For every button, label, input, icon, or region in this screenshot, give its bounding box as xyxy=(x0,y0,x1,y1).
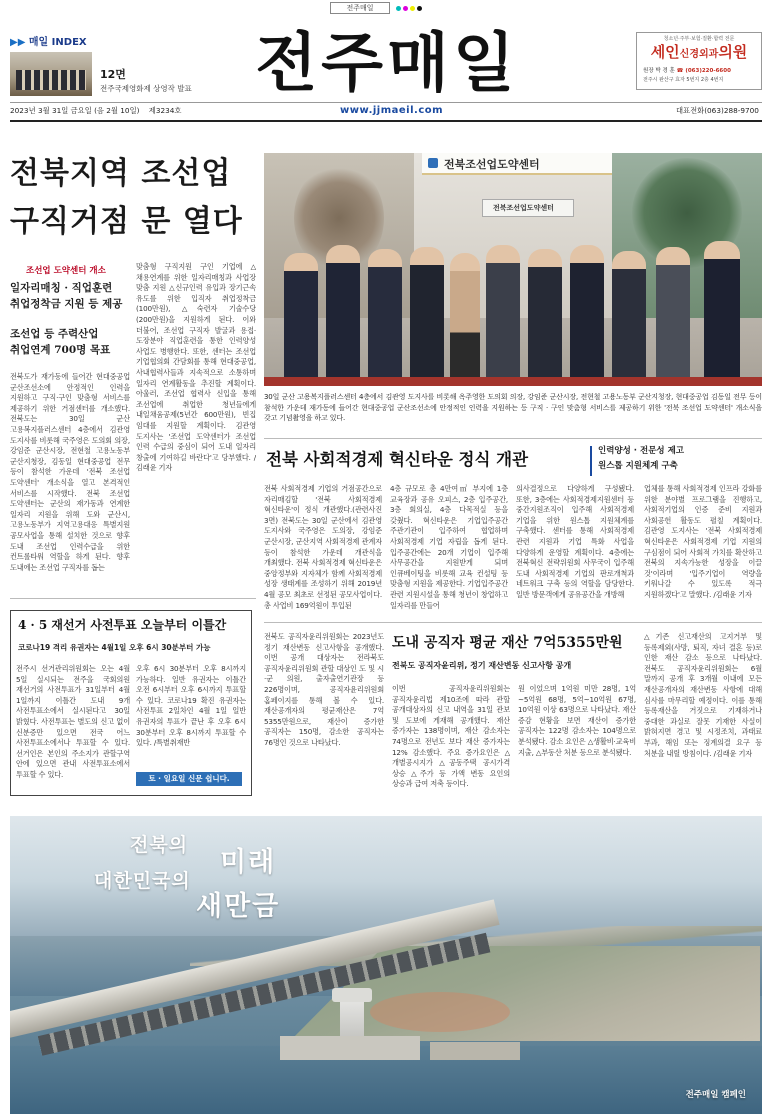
website[interactable]: www.jjmaeil.com xyxy=(340,105,444,116)
masthead-rule xyxy=(10,102,762,103)
saemangeum-campaign-ad xyxy=(10,816,762,1114)
issue-date: 2023년 3월 31일 금요일 (음 2월 10일) 제3234호 xyxy=(10,106,182,115)
audit-body-col-4: △기존 신고재산의 고지거부 및 등록제외(사망, 퇴직, 자녀 결혼 등)로 인한 재산 감소 등으로 나타났다. 전북도 공직자윤리위원회는 6월 말까지 공개 후 3개월 이내에 모든 재산공개자의 재산변동 사항에 대해 심사를 마무리할 예정이다. 이를 통해 등록재산을 거짓으로 기재하거나 중대한 과실로 잘못 기재한 사실이 밝혀지면 경고 및 시정조치, 과태료 부과, 해임 또는 징계의결 요구 등 처분을 내릴 방침이다. /김래윤 기자 xyxy=(644,632,762,758)
index-page: 12면 xyxy=(100,68,126,81)
main-subheads: 일자리매칭 · 직업훈련 취업정착금 지원 등 제공 조선업 등 주력산업 취업연계 700명 목표 xyxy=(10,282,123,356)
eco-sub-bar xyxy=(590,446,592,476)
audit-body-col-1: 전북도 공직자윤리위원회는 2023년도 정기 재산변동 신고사항을 공개했다. 이번 공개 대상자는 전라북도 공직자윤리위원회 관할 대상인 도 및 시·군 의원, 출자출연기관장 등 226명이며, 공직자윤리위원회 홈페이지를 통해 볼 수 있다. 재산공개자의 평균재산은 7억 5355만원으로, 재산이 증가한 공직자는 150명, 감소한 공직자는 76명인 것으로 나타났다. xyxy=(264,632,384,747)
audit-sub: 전북도 공직자윤리위, 정기 재산변동 신고사항 공개 xyxy=(392,661,572,670)
election-body-col-2: 오후 6시 30분부터 오후 8시까지 가능하다. 일반 유권자는 이틀간 오전 6시부터 오후 6시까지 투표할 수 있다. 코로나19 확진 유권자는 사전투표 2일차인 4월 1일 일반 유권자의 투표가 끝난 후 오후 6시 30분부터 오후 8시까지 투표할 수 있다. /특별취재반 xyxy=(136,664,246,748)
eco-body-col-2: 4층 규모로 총 4만여㎡ 부지에 1층 교육장과 공유 오피스, 2층 입주공간, 3층 회의실, 4층 다목적실 등을 갖췄다. 혁신타운은 기업입주공간 주관기관이 입주하여 협업하며 사회적경제 기업 자립을 돕게 된다. 입주공간에는 20개 기업이 입주해 사무공간을 지원받게 되며 인큐베이팅을 비롯해 교육 컨설팅 등 맞춤형 지원을 제공한다. 기업입주공간 관련 지원시설을 통해 청년이 창업하고 일자리를 만들어 xyxy=(390,484,508,610)
index-text: 전주국제영화제 상영작 발표 xyxy=(100,84,192,93)
audit-body-col-3: 원 이었으며 1억원 미만 28명, 1억~5억원 68명, 5억~10억원 67명, 10억원 이상 63명으로 나타났다. 재산 증감 현황을 보면 재산이 증가한 공직자는 122명 감소자는 104명으로 분석됐다. 감소 요인은 △생활비·교육비 지출, △부동산 처분 등으로 분석됐다. xyxy=(518,684,636,757)
index-photo xyxy=(10,52,92,96)
top-label: 전주매일 xyxy=(330,2,390,14)
index-label: ▶▶ 매일 INDEX xyxy=(10,37,87,48)
election-headline: 4 · 5 재선거 사전투표 오늘부터 이틀간 xyxy=(18,618,227,632)
eco-headline: 전북 사회적경제 혁신타운 정식 개관 xyxy=(266,450,529,469)
masthead-bottom-rule xyxy=(10,120,762,122)
eco-body-col-3: 의사결정으로 다양하게 구성됐다. 또한, 3층에는 사회적경제지원센터 등 중간지원조직이 입주해 사회적경제 기업을 위한 원스톱 지원체계를 구축했다. 센터를 통해 사회적경제 관련 지원과 기업 특화 사업을 다양하게 운영할 계획이다. 4층에는 전북혁신 전략위원회 사무국이 입주해 도내 사회적경제 기업의 판로개척과 네트워크 구축 등의 역할을 담당한다. 일반 방문객에게 공유공간을 개방해 xyxy=(516,484,634,599)
index-arrow-icon: ▶▶ xyxy=(10,37,26,48)
clinic-ad: 청소년·주부·보험·질환·합력 전문 세인신경외과의원 원장 박 경 훈 ☎ (063)220-6600 전주시 완산구 효자 5번지 2층 4번지 xyxy=(636,32,762,90)
main-headline: 전북지역 조선업 구직거점 문 열다 xyxy=(10,156,243,239)
campaign-text: 전북의 미래 대한민국의 새만금 전주매일 캠페인 xyxy=(94,834,746,1100)
election-body-col-1: 전주시 선거관리위원회는 오는 4월 5일 실시되는 전주을 국회의원 재선거의 사전투표가 31일부터 4월 1일까지 이틀간 도내 9개 사전투표소에서 실시된다고 30일 밝혔다. 사전투표는 별도의 신고 없이 신분증만 있으면 전국 어느 사전투표소에서나 투표할 수 있다. 선거인은 본인의 주소지가 관할구역 안에 있으면 관내 사전투표소에서 투표할 수 있다. xyxy=(16,664,130,779)
eco-body-col-4: 업체를 통해 사회적경제 인프라 강화를 위한 분야별 프로그램을 진행하고, 사회적기업의 인증 준비 지원과 사회공헌 활동도 펼칠 계획이다. 김관영 도지사는 '전북 사회적경제 혁신타운은 사회적경제 기업 지원의 구심점이 되어 사회적 가치를 확산하고 전북의 지속가능한 성장을 이끌 것'이라며 '입주기업이 역량을 키워나갈 수 있도록 적극 지원하겠다'고 말했다. /김래윤 기자 xyxy=(644,484,762,599)
eco-subheads: 인력양성 · 전문성 제고 원스톱 지원체계 구축 xyxy=(598,446,685,471)
main-body-col-2: 맞춤형 구직지원 구인 기업에 △채용연계를 위한 일자리매칭과 사업장 맞춤 지원 △신규인력 유입과 장기근속 유도를 위한 입직자 취업정착금(100만원), △숙련자 기술수당(200만원)을 지원하게 된다. 이와 더불어, 조선업 구직자 발굴과 용접·도장분야 직업훈련을 통한 인력양성 사업도 병행한다. 또한, 센터는 조선업 기업협의회 간담회를 통해 현대중공업, 사내협력사들과 지속적으로 소통하며 일자리 연계활동을 추진할 계획이다. 아울러, 조선업 협력사 신입을 통해 조선업에 취업한 청년들에게 내일채움공제(5년간 600만원), 빈집 임대를 지원할 계획이다. 김관영 도지사는 '조선업 도약센터가 조선업 인력 수급의 중심이 되어 도내 일자리 창출에 기여하길 바란다'고 당부했다. /김래윤 기자 xyxy=(136,262,256,473)
audit-body-col-2: 이번 공직자윤리위원회는 공직자윤리법 제10조에 따라 관할 공개대상자의 신고 내역을 31일 관보 및 도보에 게재해 공개했다. 재산 증가자는 138명이며, 재산 감소자는 74명으로 전년도 보다 재산 증가자는 12% 감소했다. 주요 증가요인은 △개별공시지가 △공동주택 공시가격 상승 △주가 등 가액 변동 요인의 상승과 급여 저축 등이다. xyxy=(392,684,510,789)
main-body-col-1: 전북도가 재가동에 들어간 현대중공업 군산조선소에 안정적인 인력을 지원하고 구직·구인 맞춤형 서비스를 제공하기 위한 거점센터를 개소했다. 전북도는 30일 군산 고용복지플러스센터 4층에서 김관영 도지사를 비롯해 국주영은 도의회 의장, 강임준 군산시장, 전현철 고용노동부 군산지청장, 김동일 현대중공업 전무 등이 참석한 가운데 '전북 조선업 도약센터' 개소식을 열고 본격적인 서비스를 시작했다. 전북 조선업 도약센터는 군산의 재가동과 연계한 일자리 지원을 위해 도와 군산시, 고용노동부가 지역고용대응 특별지원 공모사업을 통해 설치한 것으로 향후 도내 조선업 인력수급을 위한 컨트롤타워 역할을 하게 된다. 향후 도내에는 조선업 구직자를 돕는 xyxy=(10,372,130,572)
group-of-officials xyxy=(264,153,762,386)
masthead-title: 전주매일 xyxy=(255,27,519,101)
color-registration-marks xyxy=(396,4,426,12)
audit-headline: 도내 공직자 평균 재산 7억5355만원 xyxy=(392,635,623,651)
phone: 대표전화(063)288-9700 xyxy=(676,106,759,115)
election-sub: 코로나19 격리 유권자는 4월1일 오후 6시 30분부터 가능 xyxy=(18,643,211,652)
section-rule xyxy=(10,598,256,599)
eco-body-col-1: 전북 사회적경제 기업의 거점공간으로 자리매김할 '전북 사회적경제 혁신타운'이 정식 개관했다.(관련사진 3면) 전북도는 30일 군산에서 김관영 도지사와 국주영은 도의장, 강임준 군산시장, 군산지역 사회적경제 관계자 등이 참석한 가운데 개관식을 개최했다. 전북 사회적경제 혁신타운은 중앙정부와 지자체가 함께 사회적경제 성장 생태계를 조성하기 위해 2019년 4월 공모 최초로 선정된 공모사업이다. 총 사업비 169억원이 투입된 xyxy=(264,484,382,610)
eco-top-rule xyxy=(264,438,762,439)
main-photo-caption: 30일 군산 고용복지플러스센터 4층에서 김관영 도지사를 비롯해 옥주영한 도의회 의장, 강임준 군산시장, 전현철 고용노동부 군산지청장, 현대중공업 김동일 전무 등이 참석한 가운데 재가동에 들어간 현대중공업 군산조선소에 안정적인 인력을 지원하는 등 구직 · 구인 맞춤형 서비스를 제공하기 위한 '전북 조선업 도약센터' 개소식을 갖고 기념촬영을 하고 있다. xyxy=(264,393,762,423)
section-rule-right xyxy=(264,622,762,623)
notice-banner: 토 · 일요일 신문 쉽니다. xyxy=(136,772,242,786)
main-kicker: 조선업 도약센터 개소 xyxy=(26,266,106,276)
main-photo: 전북조선업도약센터 전북조선업도약센터 xyxy=(264,153,762,386)
